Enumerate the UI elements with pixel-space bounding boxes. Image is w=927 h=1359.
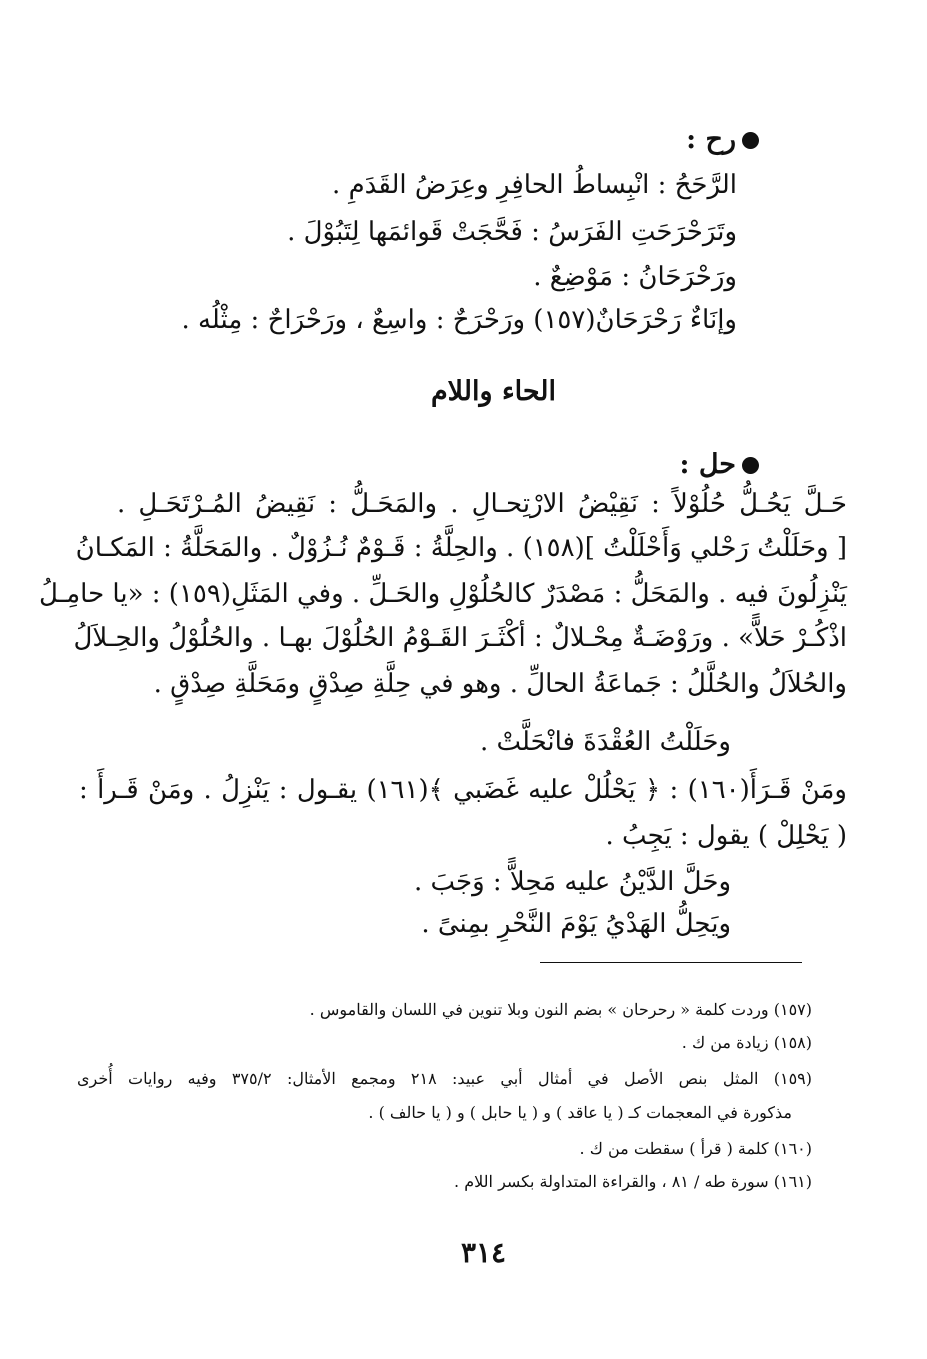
bullet-icon bbox=[742, 132, 759, 149]
footnote: (١٥٧) وردت كلمة « رحرحان » بضم النون وبلا تنوين في اللسان والقاموس . bbox=[309, 1000, 812, 1019]
bullet-icon bbox=[742, 457, 759, 474]
entry-heading-hal bbox=[679, 449, 759, 480]
entry-line: ورَحْرَحَانُ : مَوْضِعٌ . bbox=[533, 262, 737, 292]
entry-line: ( يَحْلِلْ ) يقول : يَجِبُ . bbox=[605, 821, 847, 851]
footnote-continuation: مذكورة في المعجمات كـ ( يا عاقد ) و ( يا حابل ) و ( يا حالف ) . bbox=[368, 1103, 792, 1122]
entry-line: يَنْزِلُونَ فيه . والمَحَلُّ : مَصْدَرٌ كالحُلُوْلِ والحَـلِّ . وفي المَثَلِ(١٥٩) : «يا حامِـلُ bbox=[38, 579, 847, 609]
footnote: (١٦٠) كلمة ( قرأ ) سقطت من ك . bbox=[579, 1139, 812, 1158]
entry-line: وحَلَلْتُ العُقْدَةَ فانْحَلَّتْ . bbox=[479, 727, 731, 757]
footnote-divider bbox=[540, 962, 802, 963]
page-number: ٣١٤ bbox=[460, 1236, 507, 1269]
section-title: الحاء واللام bbox=[430, 376, 557, 407]
entry-line: الرَّحَحُ : انْبِساطُ الحافِرِ وعِرَضُ القَدَمِ . bbox=[332, 170, 737, 200]
entry-heading-text: حل : bbox=[679, 449, 736, 480]
entry-line: ويَحِلُّ الهَدْيُ يَوْمَ النَّحْرِ بمِنىً . bbox=[421, 909, 731, 939]
entry-heading-text: رح : bbox=[686, 124, 736, 155]
footnote: (١٥٩) المثل بنص الأصل في أمثال أبي عبيد: ٢١٨ ومجمع الأمثال: ٣٧٥/٢ وفيه روايات أُخرى bbox=[77, 1069, 813, 1088]
entry-line: ومَنْ قَـرَأَ(١٦٠) : ﴿ يَحْلُلْ عليه غَضَبي ﴾(١٦١) يقـول : يَنْزِلُ . ومَنْ قَـرأَ : bbox=[79, 775, 847, 805]
footnote: (١٦١) سورة طه / ٨١ ، والقراءة المتداولة بكسر اللام . bbox=[454, 1172, 812, 1191]
entry-line: وحَلَّ الدَّيْنُ عليه مَحِلاًّ : وَجَبَ . bbox=[413, 867, 731, 897]
entry-heading-rah bbox=[686, 124, 759, 155]
entry-line: [ وحَلَلْتُ رَحْلي وَأَحْلَلْتُ ](١٥٨) . والحِلَّةُ : قَـوْمٌ نُـزُوْلٌ . والمَحَلَّةُ : المَكـانُ bbox=[75, 533, 847, 563]
entry-line: وإنَاءٌ رَحْرَحَانٌ(١٥٧) ورَحْرَحٌ : واسِعٌ ، ورَحْرَاحٌ : مِثْلُه . bbox=[181, 305, 737, 335]
entry-line: والحُلاَلُ والحُلَّلُ : جَماعَةُ الحالِّ . وهو في حِلَّةِ صِدْقٍ ومَحَلَّةِ صِدْقٍ . bbox=[153, 669, 847, 699]
entry-line: اذْكُـرْ حَلاًّ» . ورَوْضَـةٌ مِحْـلالٌ : أكْثَـرَ القَـوْمُ الحُلُوْلَ بهـا . والحُلُوْلُ والحِـلاَلُ bbox=[73, 623, 847, 653]
footnote: (١٥٨) زيادة من ك . bbox=[681, 1033, 812, 1052]
entry-line: وتَرَحْرَحَتِ الفَرَسُ : فَحَّجَتْ قَوائمَها لِتَبُوْلَ . bbox=[287, 217, 737, 247]
entry-line: حَـلَّ يَحُـلُّ حُلُوْلاً : نَقِيْضُ الارْتِحـالِ . والمَحَـلُّ : نَقِيضُ المُـرْتَحَـلِ . bbox=[117, 489, 847, 519]
